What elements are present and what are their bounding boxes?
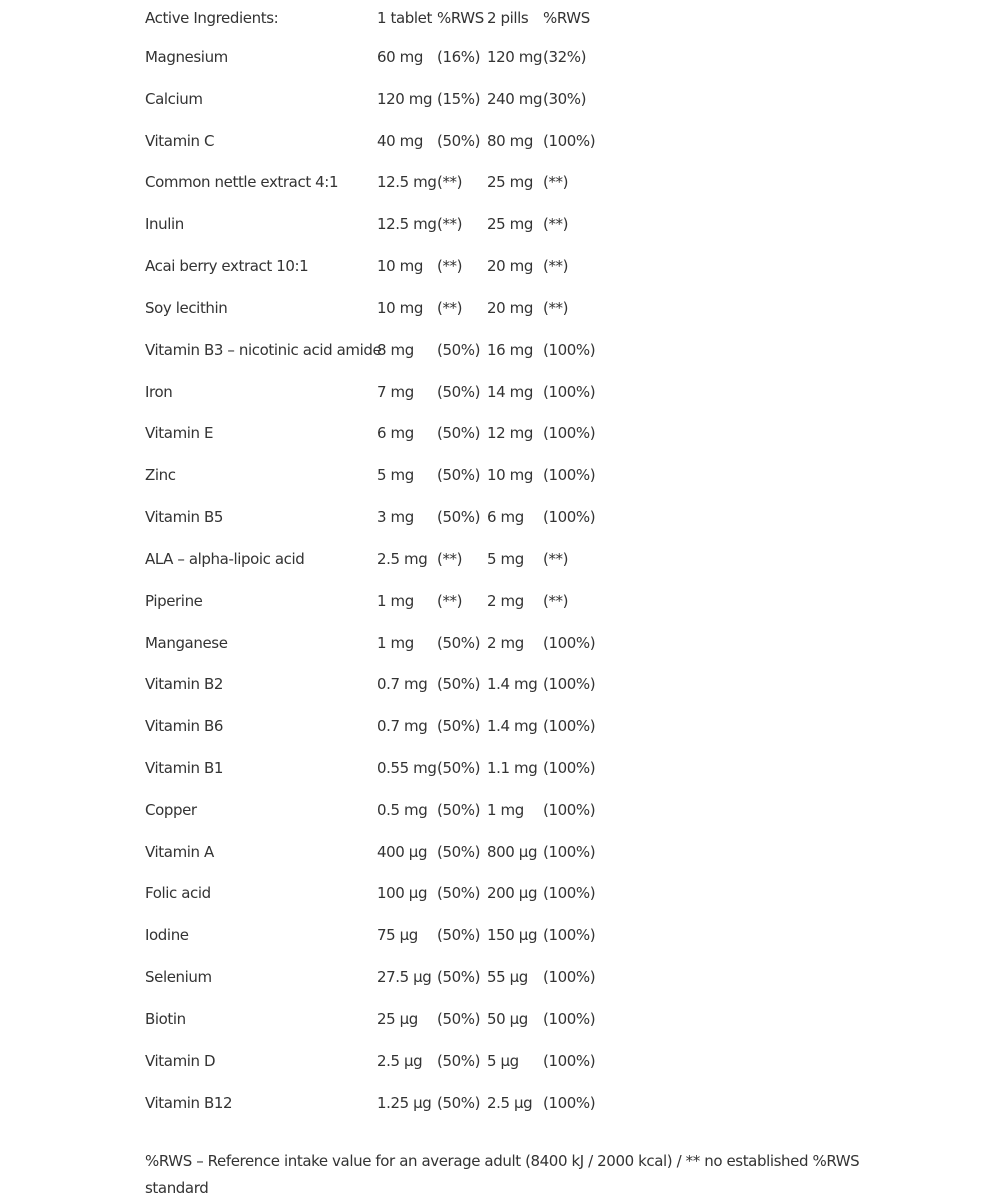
pills-rws: (100%): [543, 758, 596, 777]
pills-amount: 1.4 mg: [487, 675, 538, 694]
pills-rws: (100%): [543, 508, 596, 527]
ingredient-name: Vitamin B2: [145, 675, 224, 694]
table-row: [145, 36, 845, 78]
tablet-amount: 2.5 mg: [377, 549, 428, 568]
pills-amount: 2 mg: [487, 633, 524, 652]
table-row: [145, 120, 845, 162]
tablet-rws: (50%): [437, 340, 481, 359]
header-tablet-rws: %RWS: [437, 9, 484, 27]
pills-rws: (100%): [543, 717, 596, 736]
header-ingredient: Active Ingredients:: [145, 9, 279, 27]
pills-rws: (**): [543, 173, 569, 192]
table-row: [145, 956, 845, 998]
table-row: [145, 622, 845, 664]
table-row: [145, 538, 845, 580]
table-header-row: [145, 0, 845, 36]
pills-rws: (100%): [543, 633, 596, 652]
tablet-amount: 5 mg: [377, 466, 414, 485]
table-row: [145, 412, 845, 454]
pills-rws: (100%): [543, 926, 596, 945]
pills-amount: 20 mg: [487, 257, 533, 276]
table-row: [145, 998, 845, 1040]
table-row: [145, 329, 845, 371]
pills-rws: (100%): [543, 131, 596, 150]
tablet-amount: 2.5 µg: [377, 1051, 423, 1070]
pills-rws: (100%): [543, 800, 596, 819]
tablet-amount: 0.7 mg: [377, 717, 428, 736]
tablet-amount: 0.7 mg: [377, 675, 428, 694]
tablet-amount: 25 µg: [377, 1009, 418, 1028]
ingredient-name: Folic acid: [145, 884, 211, 903]
tablet-rws: (50%): [437, 968, 481, 987]
table-row: [145, 1040, 845, 1082]
tablet-rws: (50%): [437, 633, 481, 652]
ingredients-table: [145, 0, 845, 1124]
tablet-amount: 75 µg: [377, 926, 418, 945]
pills-amount: 1.4 mg: [487, 717, 538, 736]
pills-rws: (100%): [543, 466, 596, 485]
tablet-rws: (50%): [437, 466, 481, 485]
ingredient-name: Iron: [145, 382, 173, 401]
tablet-amount: 10 mg: [377, 257, 423, 276]
tablet-rws: (16%): [437, 47, 481, 66]
ingredient-name: Piperine: [145, 591, 203, 610]
tablet-rws: (50%): [437, 1009, 481, 1028]
tablet-rws: (50%): [437, 717, 481, 736]
ingredient-name: Vitamin D: [145, 1051, 216, 1070]
tablet-rws: (50%): [437, 1051, 481, 1070]
pills-amount: 80 mg: [487, 131, 533, 150]
tablet-amount: 6 mg: [377, 424, 414, 443]
pills-amount: 800 µg: [487, 842, 538, 861]
table-row: [145, 245, 845, 287]
pills-amount: 50 µg: [487, 1009, 528, 1028]
pills-rws: (100%): [543, 340, 596, 359]
ingredient-name: Vitamin B12: [145, 1093, 233, 1112]
pills-amount: 25 mg: [487, 173, 533, 192]
ingredient-name: Iodine: [145, 926, 189, 945]
tablet-amount: 0.55 mg: [377, 758, 437, 777]
pills-amount: 25 mg: [487, 215, 533, 234]
tablet-rws: (50%): [437, 758, 481, 777]
table-row: [145, 914, 845, 956]
tablet-rws: (**): [437, 298, 463, 317]
ingredient-name: Manganese: [145, 633, 228, 652]
pills-rws: (100%): [543, 884, 596, 903]
table-row: [145, 873, 845, 915]
pills-rws: (100%): [543, 424, 596, 443]
tablet-rws: (50%): [437, 842, 481, 861]
pills-amount: 120 mg: [487, 47, 543, 66]
table-row: [145, 831, 845, 873]
tablet-amount: 12.5 mg: [377, 215, 437, 234]
pills-amount: 1 mg: [487, 800, 524, 819]
pills-rws: (100%): [543, 1093, 596, 1112]
table-row: [145, 747, 845, 789]
tablet-rws: (**): [437, 257, 463, 276]
tablet-rws: (50%): [437, 884, 481, 903]
ingredient-name: Vitamin B5: [145, 508, 224, 527]
pills-rws: (100%): [543, 1009, 596, 1028]
header-pills-rws: %RWS: [543, 9, 590, 27]
table-row: [145, 161, 845, 203]
rws-footnote: %RWS – Reference intake value for an average adult (8400 kJ / 2000 kcal) / ** no established %RWS standard: [145, 1152, 860, 1197]
tablet-amount: 12.5 mg: [377, 173, 437, 192]
pills-rws: (100%): [543, 675, 596, 694]
ingredient-name: Magnesium: [145, 47, 228, 66]
tablet-amount: 60 mg: [377, 47, 423, 66]
tablet-rws: (50%): [437, 508, 481, 527]
pills-rws: (**): [543, 215, 569, 234]
pills-amount: 55 µg: [487, 968, 528, 987]
table-row: [145, 203, 845, 245]
tablet-amount: 3 mg: [377, 508, 414, 527]
header-tablet: 1 tablet: [377, 9, 432, 27]
table-row: [145, 287, 845, 329]
pills-rws: (30%): [543, 89, 587, 108]
ingredient-name: Selenium: [145, 968, 212, 987]
tablet-amount: 1 mg: [377, 633, 414, 652]
ingredient-name: Vitamin B6: [145, 717, 224, 736]
pills-rws: (100%): [543, 842, 596, 861]
tablet-rws: (15%): [437, 89, 481, 108]
tablet-rws: (50%): [437, 675, 481, 694]
ingredient-name: Vitamin E: [145, 424, 214, 443]
ingredient-name: Acai berry extract 10:1: [145, 257, 309, 276]
table-row: [145, 371, 845, 413]
table-row: [145, 789, 845, 831]
tablet-amount: 0.5 mg: [377, 800, 428, 819]
tablet-rws: (50%): [437, 382, 481, 401]
pills-amount: 14 mg: [487, 382, 533, 401]
table-row: [145, 705, 845, 747]
tablet-amount: 7 mg: [377, 382, 414, 401]
pills-amount: 10 mg: [487, 466, 533, 485]
tablet-rws: (**): [437, 591, 463, 610]
tablet-rws: (50%): [437, 424, 481, 443]
tablet-amount: 8 mg: [377, 340, 414, 359]
tablet-rws: (50%): [437, 926, 481, 945]
ingredients-table-body: [145, 0, 845, 1124]
pills-amount: 20 mg: [487, 298, 533, 317]
table-row: [145, 454, 845, 496]
header-pills: 2 pills: [487, 9, 529, 27]
ingredient-name: Common nettle extract 4:1: [145, 173, 339, 192]
tablet-amount: 100 µg: [377, 884, 428, 903]
ingredient-name: Vitamin B1: [145, 758, 224, 777]
table-row: [145, 580, 845, 622]
table-row: [145, 78, 845, 120]
tablet-rws: (**): [437, 215, 463, 234]
tablet-amount: 1.25 µg: [377, 1093, 432, 1112]
ingredient-name: Inulin: [145, 215, 184, 234]
ingredient-name: Calcium: [145, 89, 203, 108]
pills-rws: (**): [543, 298, 569, 317]
tablet-amount: 120 mg: [377, 89, 433, 108]
pills-rws: (100%): [543, 968, 596, 987]
ingredient-name: Biotin: [145, 1009, 186, 1028]
pills-amount: 1.1 mg: [487, 758, 538, 777]
pills-amount: 6 mg: [487, 508, 524, 527]
tablet-amount: 1 mg: [377, 591, 414, 610]
tablet-amount: 10 mg: [377, 298, 423, 317]
pills-amount: 12 mg: [487, 424, 533, 443]
pills-rws: (32%): [543, 47, 587, 66]
table-row: [145, 1082, 845, 1124]
ingredient-name: Vitamin C: [145, 131, 215, 150]
tablet-rws: (50%): [437, 131, 481, 150]
ingredient-name: Vitamin B3 – nicotinic acid amide: [145, 340, 382, 359]
ingredient-name: Soy lecithin: [145, 298, 228, 317]
pills-rws: (**): [543, 257, 569, 276]
pills-amount: 200 µg: [487, 884, 538, 903]
tablet-rws: (50%): [437, 1093, 481, 1112]
pills-rws: (**): [543, 549, 569, 568]
pills-rws: (100%): [543, 1051, 596, 1070]
ingredient-name: Vitamin A: [145, 842, 214, 861]
ingredient-name: ALA – alpha-lipoic acid: [145, 549, 305, 568]
tablet-amount: 27.5 µg: [377, 968, 432, 987]
ingredient-name: Copper: [145, 800, 197, 819]
pills-rws: (**): [543, 591, 569, 610]
pills-amount: 150 µg: [487, 926, 538, 945]
table-row: [145, 496, 845, 538]
ingredient-name: Zinc: [145, 466, 176, 485]
table-row: [145, 663, 845, 705]
tablet-amount: 400 µg: [377, 842, 428, 861]
tablet-rws: (**): [437, 173, 463, 192]
tablet-rws: (50%): [437, 800, 481, 819]
pills-amount: 240 mg: [487, 89, 543, 108]
tablet-amount: 40 mg: [377, 131, 423, 150]
pills-amount: 2 mg: [487, 591, 524, 610]
pills-amount: 5 µg: [487, 1051, 519, 1070]
pills-amount: 5 mg: [487, 549, 524, 568]
tablet-rws: (**): [437, 549, 463, 568]
pills-amount: 16 mg: [487, 340, 533, 359]
pills-amount: 2.5 µg: [487, 1093, 533, 1112]
pills-rws: (100%): [543, 382, 596, 401]
